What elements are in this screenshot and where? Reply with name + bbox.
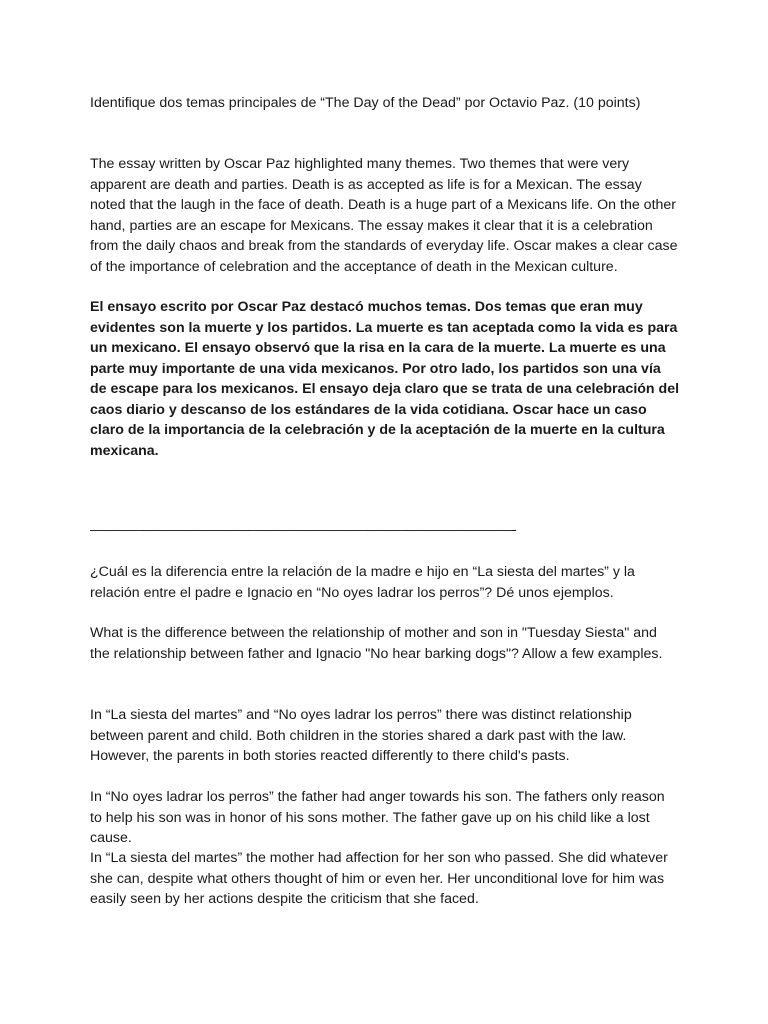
- section-divider: ————————————————————————————————-: [90, 522, 516, 538]
- answer-2-father-paragraph: In “No oyes ladrar los perros” the father had anger towards his son. The fathers only reason to help his son was in honor of his sons mother. The father gave up on his child like a lost cause.: [90, 789, 665, 846]
- question-2-english: What is the difference between the relationship of mother and son in "Tuesday Siesta" and the relationship between father and Ignacio "No hear barking dogs"? Allow a few examples.: [90, 625, 663, 662]
- question-1: Identifique dos temas principales de “The Day of the Dead” por Octavio Paz. (10 points): [90, 95, 641, 111]
- spanish-answer-paragraph: El ensayo escrito por Oscar Paz destacó muchos temas. Dos temas que eran muy evidentes son la muerte y los partidos. La muerte es tan aceptada como la vida es para un mexicano. El ensayo observó que la risa en la cara de la muerte. La muerte es una parte muy importante de una vida mexicanos. Por otro lado, los partidos son una vía de escape para los mexicanos. El ensayo deja claro que se trata de una celebración del caos diario y descanso de los estándares de la vida cotidiana. Oscar hace un caso claro de la importancia de la celebración y de la aceptación de la muerte en la cultura mexicana.: [90, 299, 680, 459]
- answer-2-intro-paragraph: In “La siesta del martes” and “No oyes ladrar los perros” there was distinct relationship between parent and child. Both children in the stories shared a dark past with the law. However, the parents in both stories reacted differently to there child's pasts.: [90, 707, 632, 764]
- question-2-spanish: ¿Cuál es la diferencia entre la relación de la madre e hijo en “La siesta del martes” y la relación entre el padre e Ignacio en “No oyes ladrar los perros”? Dé unos ejemplos.: [90, 564, 635, 601]
- answer-2-mother-paragraph: In “La siesta del martes” the mother had affection for her son who passed. She did whatever she can, despite what others thought of him or even her. Her unconditional love for him was easily seen by her actions despite the criticism that she faced.: [90, 850, 668, 907]
- english-answer-paragraph: The essay written by Oscar Paz highlighted many themes. Two themes that were very apparent are death and parties. Death is as accepted as life is for a Mexican. The essay noted that the laugh in the face of death. Death is a huge part of a Mexicans life. On the other hand, parties are an escape for Mexicans. The essay makes it clear that it is a celebration from the daily chaos and break from the standards of everyday life. Oscar makes a clear case of the importance of celebration and the acceptance of death in the Mexican culture.: [90, 156, 678, 275]
